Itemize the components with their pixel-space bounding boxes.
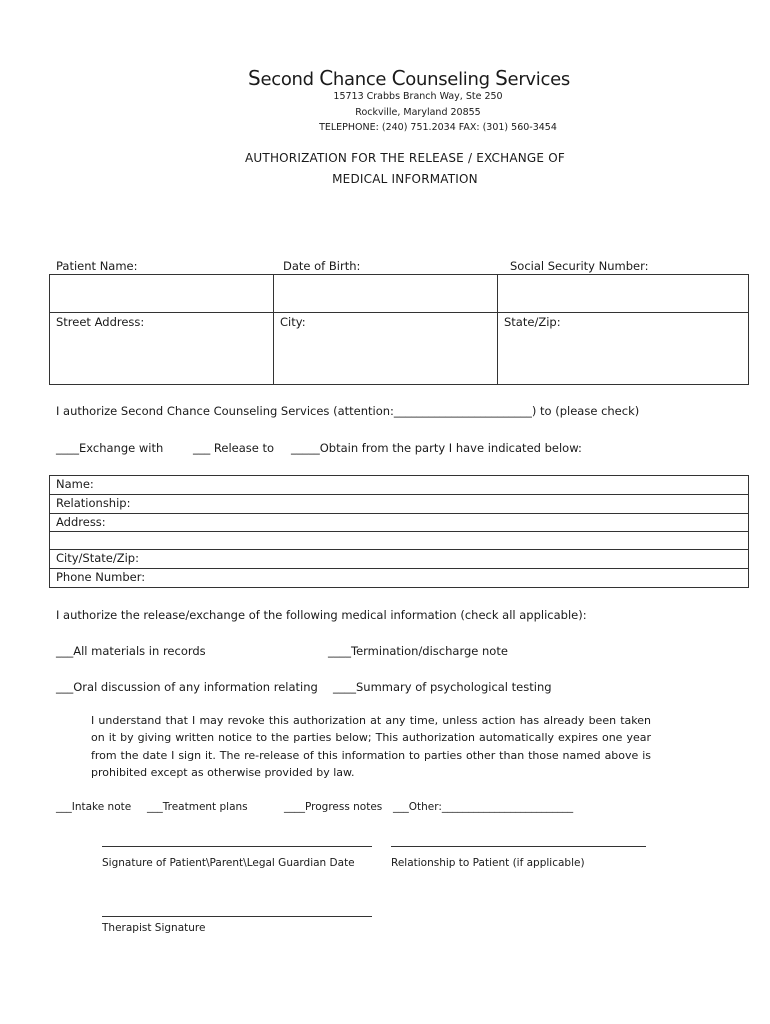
party-address-field[interactable] bbox=[50, 514, 749, 532]
state-zip-field[interactable] bbox=[498, 313, 749, 385]
relationship-to-patient-label: Relationship to Patient (if applicable) bbox=[391, 857, 585, 869]
org-word-4: Services bbox=[495, 66, 570, 90]
ssn-label: Social Security Number: bbox=[510, 259, 649, 273]
exchange-with-option[interactable]: ____Exchange with bbox=[56, 441, 164, 455]
party-name-label: Name: bbox=[56, 477, 94, 491]
street-address-label: Street Address: bbox=[56, 315, 145, 329]
all-materials-option[interactable]: ___All materials in records bbox=[56, 644, 206, 658]
therapist-signature-label: Therapist Signature bbox=[102, 922, 206, 934]
party-relationship-field[interactable] bbox=[50, 495, 749, 514]
ssn-field[interactable] bbox=[498, 275, 749, 313]
patient-name-field[interactable] bbox=[50, 275, 274, 313]
patient-name-label: Patient Name: bbox=[56, 259, 138, 273]
party-city-state-zip-field[interactable] bbox=[50, 550, 749, 569]
city-field[interactable] bbox=[274, 313, 498, 385]
party-info-table bbox=[49, 475, 749, 588]
patient-info-table bbox=[49, 274, 749, 385]
termination-note-option[interactable]: ____Termination/discharge note bbox=[328, 644, 508, 658]
release-info-intro: I authorize the release/exchange of the following medical information (check all applicable): bbox=[56, 608, 587, 622]
address-line-1: 15713 Crabbs Branch Way, Ste 250 bbox=[333, 91, 503, 102]
treatment-plans-option[interactable]: ___Treatment plans bbox=[147, 801, 248, 813]
oral-discussion-option[interactable]: ___Oral discussion of any information relating bbox=[56, 680, 318, 694]
relationship-signature-line[interactable] bbox=[391, 846, 646, 847]
other-option[interactable]: ___Other:_________________________ bbox=[393, 801, 574, 813]
city-label: City: bbox=[280, 315, 306, 329]
org-word-1: Second bbox=[248, 66, 320, 90]
party-name-field[interactable] bbox=[50, 476, 749, 495]
obtain-from-option[interactable]: _____Obtain from the party I have indicated below: bbox=[291, 441, 582, 455]
dob-field[interactable] bbox=[274, 275, 498, 313]
dob-label: Date of Birth: bbox=[283, 259, 361, 273]
revocation-notice: I understand that I may revoke this authorization at any time, unless action has already been taken on it by giving written notice to the parties below; This authorization automatically expires one year from the date I sign it. The re-release of this information to parties other than those named above is prohibited except as otherwise provided by law. bbox=[91, 714, 651, 779]
org-word-3: Counseling bbox=[391, 66, 496, 90]
address-line-2: Rockville, Maryland 20855 bbox=[355, 107, 481, 118]
patient-signature-label: Signature of Patient\Parent\Legal Guardian Date bbox=[102, 857, 355, 869]
therapist-signature-line[interactable] bbox=[102, 916, 372, 917]
release-to-option[interactable]: ___ Release to bbox=[193, 441, 275, 455]
psych-testing-summary-option[interactable]: ____Summary of psychological testing bbox=[333, 680, 552, 694]
party-address-line-2 bbox=[50, 532, 748, 534]
authorize-attention-line: I authorize Second Chance Counseling Services (attention:________________________) to (please check) bbox=[56, 404, 640, 418]
intake-note-option[interactable]: ___Intake note bbox=[56, 801, 132, 813]
party-address-line-2-field[interactable] bbox=[50, 532, 749, 550]
street-address-field[interactable] bbox=[50, 313, 274, 385]
state-zip-label: State/Zip: bbox=[504, 315, 561, 329]
patient-signature-line[interactable] bbox=[102, 846, 372, 847]
party-relationship-label: Relationship: bbox=[56, 496, 131, 510]
phone-line: TELEPHONE: (240) 751.2034 FAX: (301) 560-3454 bbox=[319, 122, 557, 133]
party-phone-label: Phone Number: bbox=[56, 570, 146, 584]
party-phone-field[interactable] bbox=[50, 569, 749, 588]
form-title-line-2: MEDICAL INFORMATION bbox=[332, 172, 478, 186]
progress-notes-option[interactable]: ____Progress notes bbox=[284, 801, 383, 813]
organization-name bbox=[0, 66, 770, 90]
org-word-2: Chance bbox=[319, 66, 392, 90]
party-address-label: Address: bbox=[56, 515, 106, 529]
party-city-state-zip-label: City/State/Zip: bbox=[56, 551, 139, 565]
form-title-line-1: AUTHORIZATION FOR THE RELEASE / EXCHANGE OF bbox=[245, 151, 565, 165]
